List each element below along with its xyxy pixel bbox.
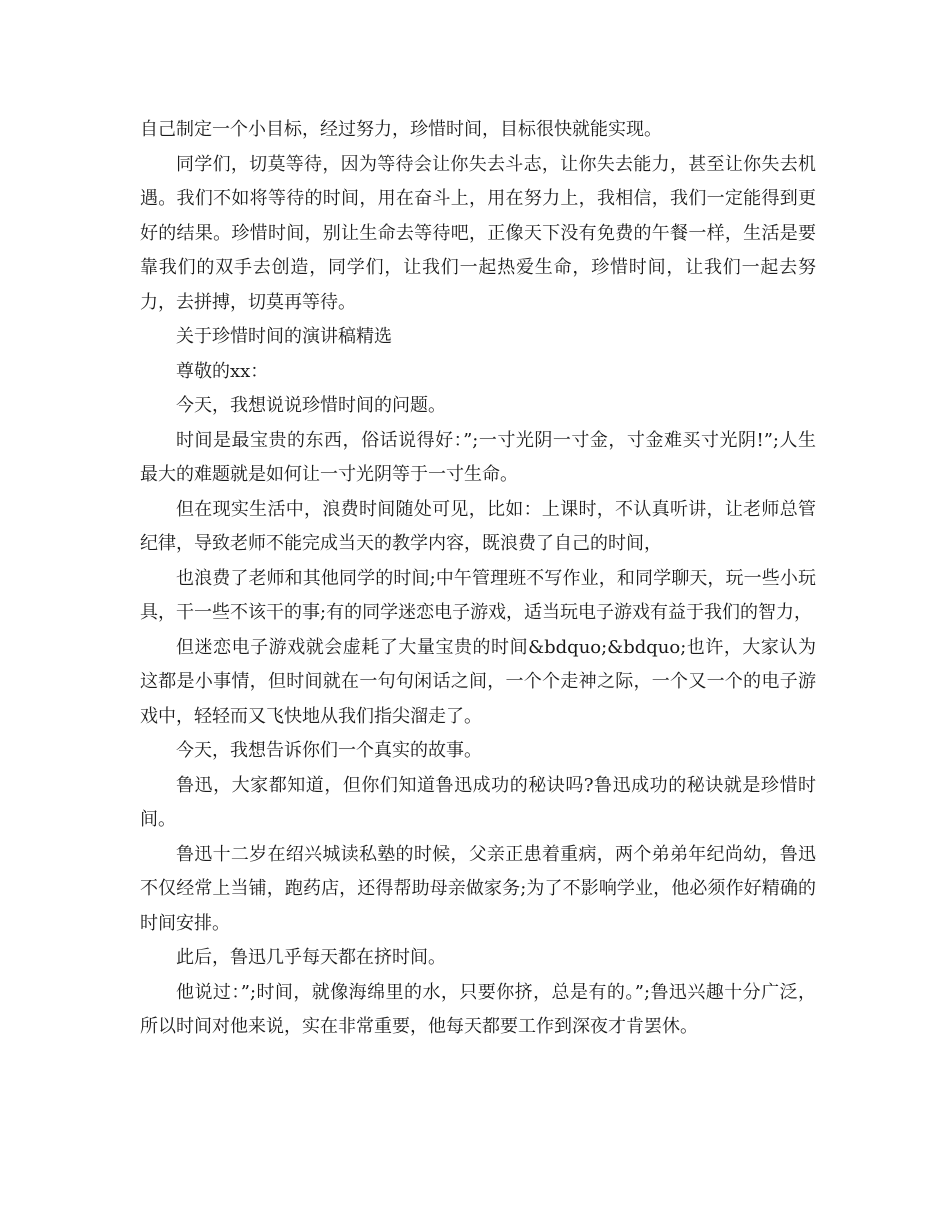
paragraph: 自己制定一个小目标，经过努力，珍惜时间，目标很快就能实现。 (140, 119, 662, 140)
paragraph: 但迷恋电子游戏就会虚耗了大量宝贵的时间&bdquo;&bdquo;也许，大家认为这都是小事情，但时间就在一句句闲话之间，一个个走神之际，一个又一个的电子游戏中，轻轻而又飞快地从我们指尖溜走了。 (140, 636, 816, 727)
paragraph: 但在现实生活中，浪费时间随处可见，比如：上课时，不认真听讲，让老师总管纪律，导致老师不能完成当天的教学内容，既浪费了自己的时间， (140, 498, 816, 554)
section-title: 关于珍惜时间的演讲稿精选 (176, 326, 392, 347)
document-body (140, 113, 816, 1045)
paragraph: 也浪费了老师和其他同学的时间;中午管理班不写作业，和同学聊天，玩一些小玩具，干一些不该干的事;有的同学迷恋电子游戏，适当玩电子游戏有益于我们的智力， (140, 567, 816, 623)
paragraph: 今天，我想告诉你们一个真实的故事。 (176, 740, 482, 761)
paragraph: 鲁迅，大家都知道，但你们知道鲁迅成功的秘诀吗?鲁迅成功的秘诀就是珍惜时间。 (140, 774, 816, 830)
salutation: 尊敬的xx： (176, 360, 269, 382)
paragraph: 同学们，切莫等待，因为等待会让你失去斗志，让你失去能力，甚至让你失去机遇。我们不如将等待的时间，用在奋斗上，用在努力上，我相信，我们一定能得到更好的结果。珍惜时间，别让生命去等待吧，正像天下没有免费的午餐一样，生活是要靠我们的双手去创造，同学们，让我们一起热爱生命，珍惜时间，让我们一起去努力，去拼搏，切莫再等待。 (140, 153, 816, 313)
paragraph: 鲁迅十二岁在绍兴城读私塾的时候，父亲正患着重病，两个弟弟年纪尚幼，鲁迅不仅经常上当铺，跑药店，还得帮助母亲做家务;为了不影响学业，他必须作好精确的时间安排。 (140, 843, 816, 934)
paragraph: 他说过：”;时间，就像海绵里的水，只要你挤，总是有的。”;鲁迅兴趣十分广泛，所以时间对他来说，实在非常重要，他每天都要工作到深夜才肯罢休。 (140, 981, 816, 1037)
paragraph: 时间是最宝贵的东西，俗话说得好：”;一寸光阴一寸金，寸金难买寸光阴!”;人生最大的难题就是如何让一寸光阴等于一寸生命。 (140, 429, 816, 485)
paragraph: 今天，我想说说珍惜时间的问题。 (176, 395, 446, 416)
paragraph: 此后，鲁迅几乎每天都在挤时间。 (176, 947, 446, 968)
